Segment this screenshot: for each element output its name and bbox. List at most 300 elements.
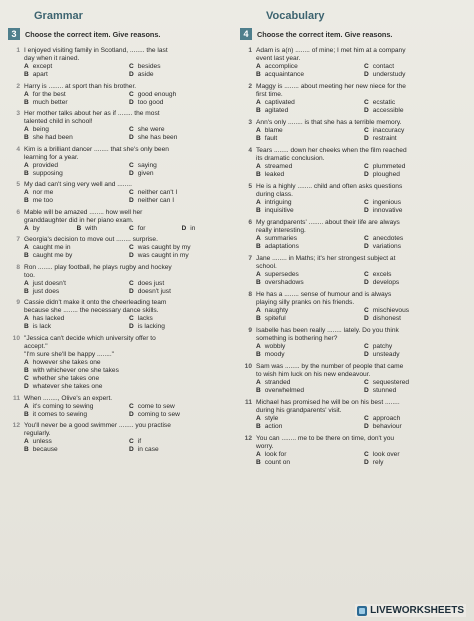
answer-option[interactable] — [364, 423, 468, 431]
option-text: ploughed — [372, 171, 400, 179]
option-letter: B — [256, 279, 261, 286]
option-letter: C — [129, 126, 134, 134]
answer-option[interactable] — [24, 438, 125, 446]
option-letter: B — [24, 98, 29, 106]
question-item — [240, 327, 468, 359]
question-item — [240, 435, 468, 467]
answer-option[interactable] — [364, 107, 468, 115]
answer-option[interactable] — [24, 383, 230, 391]
option-letter: B — [24, 367, 29, 375]
option-text: come to sew — [137, 402, 175, 410]
answer-option[interactable] — [129, 189, 230, 197]
option-text: inquisitive — [264, 207, 294, 215]
option-text: supposing — [32, 169, 63, 177]
option-letter: C — [364, 163, 369, 170]
question-text: Tears ........ down her cheeks when the film reached its dramatic conclusion. — [256, 146, 407, 162]
answer-option[interactable] — [24, 244, 125, 252]
answer-option[interactable] — [24, 134, 125, 142]
answer-options — [24, 63, 230, 79]
answer-option[interactable] — [364, 271, 468, 279]
option-text: ingenious — [372, 198, 401, 206]
answer-options — [256, 271, 468, 287]
option-letter: D — [129, 323, 134, 331]
answer-option[interactable] — [256, 279, 360, 287]
option-letter: B — [76, 224, 82, 232]
question-number: 11 — [13, 394, 20, 402]
answer-option[interactable] — [364, 307, 468, 315]
option-letter: D — [24, 383, 29, 391]
question-number: 2 — [248, 82, 252, 90]
option-text: it comes to sewing — [32, 410, 88, 418]
option-letter: C — [129, 244, 134, 252]
option-letter: B — [256, 350, 261, 358]
option-letter: B — [24, 252, 29, 260]
answer-options — [256, 343, 468, 359]
option-letter: B — [256, 171, 261, 179]
answer-options — [256, 99, 468, 115]
question-item — [8, 264, 230, 296]
liveworksheets-watermark — [355, 604, 466, 617]
option-text: because — [32, 446, 58, 454]
option-letter: B — [24, 410, 29, 418]
option-text: too good — [137, 98, 164, 106]
question-item — [240, 183, 468, 215]
liveworksheets-logo-icon — [357, 606, 367, 616]
option-text: being — [32, 126, 49, 134]
answer-option[interactable] — [129, 446, 230, 454]
option-letter: C — [364, 342, 369, 350]
option-text: nor me — [32, 189, 54, 197]
answer-option[interactable] — [129, 71, 230, 79]
answer-option[interactable] — [364, 235, 468, 243]
answer-option[interactable] — [129, 197, 230, 205]
option-text: spiteful — [264, 314, 286, 322]
answer-option[interactable] — [129, 63, 230, 71]
answer-option[interactable] — [364, 315, 468, 323]
answer-option[interactable] — [364, 99, 468, 107]
answer-option[interactable] — [256, 171, 360, 179]
answer-option[interactable] — [129, 403, 230, 411]
answer-option[interactable] — [364, 451, 468, 459]
question-item — [240, 399, 468, 431]
option-text: lacks — [137, 315, 153, 323]
option-text: behaviour — [372, 422, 402, 430]
answer-option[interactable] — [129, 315, 230, 323]
answer-option[interactable] — [129, 170, 230, 178]
answer-option[interactable] — [256, 127, 360, 135]
option-letter: C — [129, 90, 134, 98]
question-number: 3 — [16, 110, 20, 118]
answer-option[interactable] — [24, 375, 230, 383]
answer-option[interactable] — [24, 170, 125, 178]
grammar-section — [8, 0, 230, 458]
question-number: 9 — [16, 299, 20, 307]
watermark-text: LIVEWORKSHEETS — [370, 605, 464, 616]
question-item — [8, 181, 230, 205]
answer-option[interactable] — [129, 438, 230, 446]
option-text: is lacking — [137, 323, 165, 331]
answer-option[interactable] — [129, 288, 230, 296]
option-letter: A — [24, 126, 29, 134]
answer-options — [24, 438, 230, 454]
option-text: neither can I — [137, 197, 175, 205]
option-text: moody — [264, 350, 285, 358]
answer-option[interactable] — [256, 243, 360, 251]
option-text: whether she takes one — [32, 375, 100, 383]
answer-option[interactable] — [24, 403, 125, 411]
answer-option[interactable] — [364, 351, 468, 359]
answer-option[interactable] — [24, 197, 125, 205]
option-text: was caught in my — [137, 252, 189, 260]
question-text: Sam was ........ by the number of people that came to wish him luck on his new endeavour. — [256, 362, 404, 378]
question-item — [240, 47, 468, 79]
question-item — [8, 395, 230, 419]
answer-option[interactable] — [364, 163, 468, 171]
answer-option[interactable] — [24, 99, 125, 107]
answer-option[interactable] — [364, 387, 468, 395]
answer-option[interactable] — [256, 107, 360, 115]
question-item — [8, 422, 230, 454]
answer-option[interactable] — [364, 243, 468, 251]
option-letter: B — [24, 446, 29, 454]
option-letter: B — [256, 135, 261, 143]
question-item — [240, 291, 468, 323]
option-text: summaries — [264, 234, 298, 242]
option-text: count on — [264, 458, 291, 466]
answer-option[interactable] — [24, 189, 125, 197]
option-text: saying — [137, 161, 157, 169]
option-letter: B — [256, 243, 261, 251]
answer-option[interactable] — [256, 315, 360, 323]
answer-option[interactable] — [256, 423, 360, 431]
option-text: with whichever one she takes — [32, 367, 119, 375]
vocabulary-instruction: Choose the correct item. Give reasons. — [257, 29, 393, 39]
answer-option[interactable] — [129, 225, 178, 233]
option-letter: B — [24, 71, 29, 79]
question-number: 1 — [248, 47, 252, 54]
answer-option[interactable] — [129, 91, 230, 99]
option-letter: D — [129, 197, 134, 205]
question-item — [8, 335, 230, 392]
option-text: patchy — [372, 342, 393, 350]
option-letter: C — [129, 438, 134, 446]
option-letter: D — [129, 287, 134, 295]
answer-option[interactable] — [182, 225, 231, 233]
option-letter: C — [129, 402, 134, 410]
answer-option[interactable] — [256, 415, 360, 423]
question-text: When ........, Olive's an expert. — [24, 394, 113, 402]
option-letter: A — [24, 90, 29, 98]
question-number: 1 — [16, 47, 20, 54]
option-letter: D — [364, 279, 369, 286]
option-letter: A — [24, 358, 29, 366]
answer-option[interactable] — [256, 459, 360, 467]
question-number: 4 — [16, 145, 20, 153]
answer-options — [24, 91, 230, 107]
option-text: in — [190, 224, 196, 232]
option-letter: B — [256, 107, 261, 115]
answer-option[interactable] — [256, 71, 360, 79]
option-letter: D — [364, 107, 369, 115]
answer-option[interactable] — [364, 171, 468, 179]
answer-option[interactable] — [24, 225, 73, 233]
option-letter: A — [256, 450, 261, 458]
option-text: in case — [137, 446, 159, 454]
answer-option[interactable] — [256, 207, 360, 215]
answer-options — [256, 307, 468, 323]
option-text: stunned — [372, 386, 397, 394]
vocabulary-heading: Vocabulary — [266, 10, 325, 22]
answer-options — [24, 403, 230, 419]
answer-option[interactable] — [256, 379, 360, 387]
answer-options — [24, 359, 230, 391]
answer-option[interactable] — [24, 71, 125, 79]
option-text: accomplice — [264, 63, 298, 71]
question-text: He is a highly ........ child and often asks questions during class. — [256, 182, 403, 198]
answer-option[interactable] — [129, 411, 230, 419]
option-letter: D — [364, 386, 369, 394]
question-item — [8, 110, 230, 142]
question-number: 6 — [248, 218, 252, 226]
answer-option[interactable] — [129, 244, 230, 252]
option-letter: D — [364, 71, 369, 79]
answer-options — [256, 163, 468, 179]
option-text: me too — [32, 197, 53, 205]
answer-option[interactable] — [24, 91, 125, 99]
option-text: contact — [372, 63, 395, 71]
answer-option[interactable] — [24, 252, 125, 260]
question-item — [8, 299, 230, 331]
answer-option[interactable] — [24, 323, 125, 331]
option-text: was caught by my — [137, 244, 191, 252]
answer-option[interactable] — [24, 280, 125, 288]
option-text: whatever she takes one — [32, 383, 103, 391]
option-letter: B — [256, 422, 261, 430]
answer-option[interactable] — [364, 207, 468, 215]
answer-option[interactable] — [364, 127, 468, 135]
answer-option[interactable] — [364, 459, 468, 467]
option-letter: A — [256, 127, 261, 135]
answer-options — [256, 451, 468, 467]
option-letter: C — [364, 450, 369, 458]
option-text: for — [137, 224, 146, 232]
option-letter: A — [256, 234, 261, 242]
answer-option[interactable] — [129, 280, 230, 288]
option-text: just does — [32, 287, 60, 295]
answer-option[interactable] — [24, 411, 125, 419]
answer-option[interactable] — [129, 134, 230, 142]
option-letter: B — [24, 134, 29, 142]
option-letter: C — [129, 315, 134, 323]
question-number: 10 — [12, 334, 20, 342]
question-number: 7 — [248, 254, 252, 262]
answer-option[interactable] — [24, 367, 230, 375]
answer-option[interactable] — [256, 135, 360, 143]
option-letter: D — [364, 243, 369, 251]
question-item — [8, 209, 230, 233]
option-text: except — [32, 63, 53, 71]
section-number-badge: 3 — [8, 28, 20, 40]
question-number: 6 — [16, 208, 20, 216]
option-text: sequestered — [372, 378, 410, 386]
option-text: unless — [32, 438, 52, 446]
option-text: leaked — [264, 171, 285, 179]
option-text: however she takes one — [32, 358, 101, 366]
answer-option[interactable] — [364, 343, 468, 351]
answer-option[interactable] — [256, 343, 360, 351]
answer-option[interactable] — [256, 99, 360, 107]
answer-option[interactable] — [24, 126, 125, 134]
question-number: 7 — [16, 236, 20, 244]
question-number: 12 — [244, 434, 252, 442]
option-text: overshadows — [264, 279, 304, 286]
option-letter: C — [364, 127, 369, 135]
option-text: with — [85, 224, 97, 232]
option-letter: D — [129, 134, 134, 142]
answer-options — [24, 315, 230, 331]
answer-options — [256, 199, 468, 215]
option-text: apart — [32, 71, 48, 79]
question-item — [240, 83, 468, 115]
answer-option[interactable] — [256, 451, 360, 459]
answer-option[interactable] — [256, 351, 360, 359]
option-letter: D — [364, 207, 369, 215]
answer-option[interactable] — [256, 163, 360, 171]
option-text: given — [137, 169, 154, 177]
grammar-heading: Grammar — [34, 10, 83, 22]
option-letter: D — [364, 422, 369, 430]
option-letter: B — [256, 458, 261, 466]
option-text: caught me by — [32, 252, 73, 260]
option-letter: A — [256, 306, 261, 314]
option-text: blame — [264, 127, 283, 135]
option-letter: A — [256, 198, 261, 206]
option-text: ecstatic — [372, 99, 396, 107]
option-letter: C — [364, 99, 369, 107]
option-letter: A — [256, 414, 261, 422]
vocabulary-question-list — [240, 47, 468, 467]
option-letter: A — [24, 315, 29, 323]
option-letter: B — [24, 169, 29, 177]
answer-option[interactable] — [364, 71, 468, 79]
answer-option[interactable] — [364, 415, 468, 423]
option-text: understudy — [372, 71, 406, 79]
answer-option[interactable] — [256, 63, 360, 71]
option-text: coming to sew — [137, 410, 180, 418]
option-letter: A — [24, 438, 29, 446]
option-text: approach — [372, 414, 401, 422]
option-text: restraint — [372, 135, 397, 143]
option-letter: B — [24, 323, 29, 331]
answer-option[interactable] — [256, 307, 360, 315]
option-text: mischievous — [372, 306, 410, 314]
question-text: Cassie didn't make it onto the cheerleading team because she ........ the necessary dance skills. — [24, 299, 167, 315]
question-text: You can ........ me to be there on time, don't you worry. — [256, 434, 395, 450]
answer-option[interactable] — [364, 63, 468, 71]
option-letter: A — [256, 378, 261, 386]
question-text: He has a ........ sense of humour and is always playing silly pranks on his friends. — [256, 290, 392, 306]
answer-option[interactable] — [256, 387, 360, 395]
option-text: aside — [137, 71, 154, 79]
answer-option[interactable] — [24, 288, 125, 296]
question-text: Kim is a brilliant dancer ........ that she's only been learning for a year. — [24, 145, 169, 161]
option-letter: C — [129, 161, 134, 169]
answer-option[interactable] — [364, 279, 468, 287]
option-text: good enough — [137, 90, 177, 98]
answer-option[interactable] — [256, 271, 360, 279]
answer-option[interactable] — [24, 63, 125, 71]
option-letter: A — [24, 224, 29, 232]
option-letter: D — [364, 314, 369, 322]
answer-option[interactable] — [129, 99, 230, 107]
answer-option[interactable] — [129, 252, 230, 260]
question-text: Her mother talks about her as if ........ the most talented child in school! — [24, 110, 160, 126]
answer-options — [256, 127, 468, 143]
question-number: 8 — [248, 290, 252, 298]
option-text: if — [137, 438, 142, 446]
question-number: 10 — [244, 362, 252, 370]
option-text: intriguing — [264, 198, 292, 206]
answer-option[interactable] — [364, 199, 468, 207]
option-text: inaccuracy — [372, 127, 405, 135]
question-text: Michael has promised he will be on his best ........ during his grandparents' visit. — [256, 398, 400, 414]
option-letter: D — [364, 135, 369, 143]
option-letter: D — [129, 252, 134, 260]
option-letter: A — [256, 63, 261, 71]
answer-option[interactable] — [24, 446, 125, 454]
grammar-instruction: Choose the correct item. Give reasons. — [25, 29, 161, 39]
option-letter: A — [24, 402, 29, 410]
answer-option[interactable] — [364, 135, 468, 143]
option-text: is lack — [32, 323, 52, 331]
answer-option[interactable] — [129, 126, 230, 134]
question-text: You'll never be a good swimmer ........ you practise regularly. — [24, 422, 171, 438]
answer-option[interactable] — [256, 235, 360, 243]
vocabulary-instruction-row — [240, 27, 468, 41]
question-item — [8, 47, 230, 79]
answer-option[interactable] — [77, 225, 126, 233]
answer-option[interactable] — [24, 315, 125, 323]
option-letter: D — [364, 171, 369, 179]
option-letter: A — [256, 342, 261, 350]
grammar-instruction-row — [8, 27, 230, 41]
option-letter: D — [129, 98, 134, 106]
option-text: much better — [32, 98, 68, 106]
answer-option[interactable] — [129, 323, 230, 331]
option-letter: A — [24, 279, 29, 287]
answer-option[interactable] — [256, 199, 360, 207]
option-letter: C — [129, 189, 134, 197]
option-text: has lacked — [32, 315, 65, 323]
question-number: 3 — [248, 118, 252, 126]
question-text: My grandparents' ........ about their life are always really interesting. — [256, 218, 400, 234]
question-item — [8, 236, 230, 260]
option-letter: A — [24, 189, 29, 197]
answer-option[interactable] — [24, 162, 125, 170]
answer-option[interactable] — [24, 359, 230, 367]
answer-options — [24, 280, 230, 296]
answer-option[interactable] — [364, 379, 468, 387]
question-number: 5 — [248, 182, 252, 190]
option-text: naughty — [264, 306, 289, 314]
question-item — [240, 119, 468, 143]
option-letter: C — [364, 63, 369, 71]
answer-option[interactable] — [129, 162, 230, 170]
option-text: provided — [32, 161, 59, 169]
option-letter: D — [364, 458, 369, 466]
option-text: agitated — [264, 107, 289, 115]
option-text: stranded — [264, 378, 291, 386]
